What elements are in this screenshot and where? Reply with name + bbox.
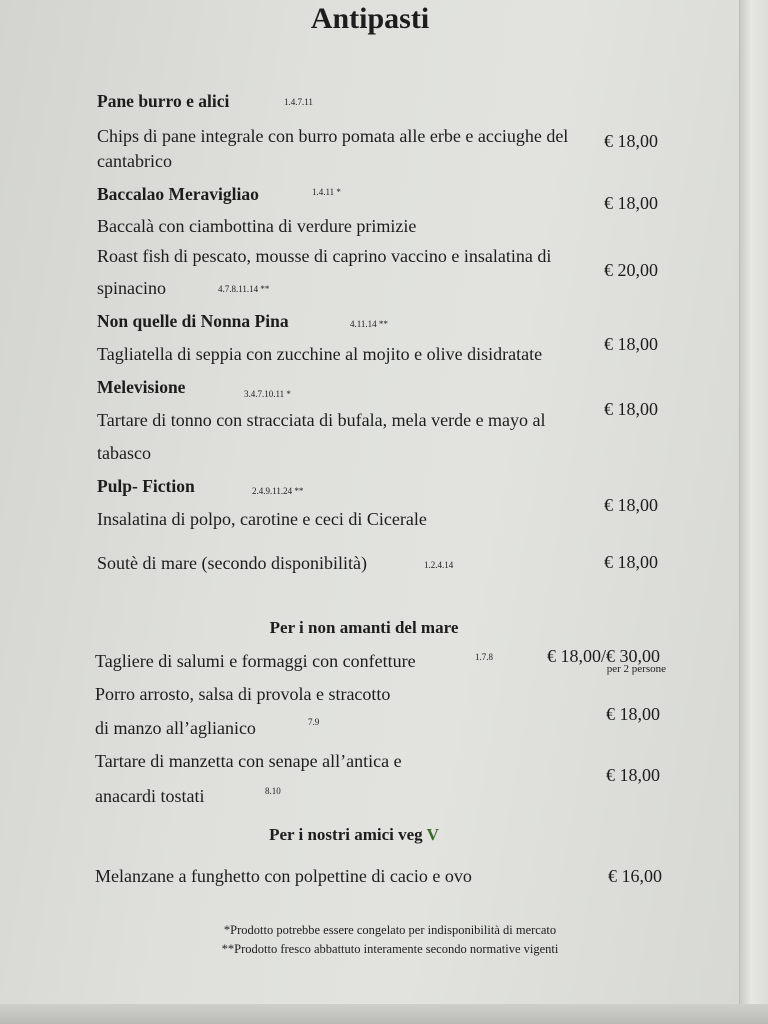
allergens: 1.7.8: [475, 652, 493, 662]
item-price: € 18,00: [606, 704, 660, 724]
section-heading-text: Per i nostri amici veg: [269, 825, 423, 844]
allergens: 2.4.9.11.24 **: [252, 486, 304, 496]
item-desc: Chips di pane integrale con burro pomata alle erbe e acciughe del: [97, 126, 569, 146]
item-price: € 18,00/€ 30,00: [546, 646, 660, 666]
footnote: *Prodotto potrebbe essere congelato per indisponibilità di mercato: [223, 923, 557, 937]
item-name: Melevisione: [97, 377, 186, 397]
item-desc: Porro arrosto, salsa di provola e stracotto: [95, 684, 391, 704]
item-price: € 16,00: [608, 866, 662, 886]
item-desc: Insalatina di polpo, carotine e ceci di Cicerale: [97, 509, 427, 529]
price-note: per 2 persone: [606, 663, 666, 675]
item-desc: Tartare di tonno con stracciata di bufala, mela verde e mayo al: [97, 410, 546, 430]
allergens: 1.2.4.14: [424, 560, 454, 570]
section-heading: [0, 825, 738, 845]
item-desc: anacardi tostati: [95, 786, 205, 806]
item-name: Pane burro e alici: [97, 91, 230, 111]
item-desc: Tagliere di salumi e formaggi con confetture: [95, 651, 416, 671]
allergens: 4.11.14 **: [350, 319, 388, 329]
item-price: € 18,00: [604, 552, 658, 572]
item-price: € 18,00: [604, 131, 658, 151]
item-desc: Soutè di mare (secondo disponibilità): [97, 553, 367, 573]
item-price: € 18,00: [606, 765, 660, 785]
table-surface: [0, 1004, 768, 1024]
page-title: Antipasti: [310, 2, 430, 35]
allergens: 8.10: [265, 786, 281, 796]
item-name: Baccalao Meravigliao: [97, 184, 259, 204]
item-price: € 18,00: [604, 495, 658, 515]
item-desc: Tartare di manzetta con senape all’antica e: [95, 751, 402, 771]
page-edge: [739, 0, 768, 1024]
item-desc: di manzo all’aglianico: [95, 718, 256, 738]
allergens: 4.7.8.11.14 **: [218, 284, 270, 294]
item-name: Pulp- Fiction: [97, 476, 195, 496]
item-desc: Tagliatella di seppia con zucchine al mojito e olive disidratate: [97, 344, 543, 364]
section-heading: Per i non amanti del mare: [269, 618, 459, 637]
item-price: € 18,00: [604, 334, 658, 354]
item-desc: Roast fish di pescato, mousse di caprino vaccino e insalatina di: [97, 246, 552, 266]
item-desc: spinacino: [97, 278, 166, 298]
item-desc: Melanzane a funghetto con polpettine di cacio e ovo: [95, 866, 472, 886]
item-desc: tabasco: [97, 443, 151, 463]
allergens: 3.4.7.10.11 *: [244, 389, 291, 399]
item-price: € 20,00: [604, 260, 658, 280]
item-price: € 18,00: [604, 193, 658, 213]
veg-leaf-icon: V: [426, 825, 439, 844]
item-desc: cantabrico: [97, 151, 172, 171]
footnote: **Prodotto fresco abbattuto interamente secondo normative vigenti: [221, 942, 559, 956]
item-price: € 18,00: [604, 399, 658, 419]
allergens: 1.4.7.11: [284, 97, 313, 107]
item-desc: Baccalà con ciambottina di verdure primizie: [97, 216, 417, 236]
item-name: Non quelle di Nonna Pina: [97, 311, 289, 331]
allergens: 7.9: [308, 717, 320, 727]
allergens: 1.4.11 *: [312, 187, 341, 197]
